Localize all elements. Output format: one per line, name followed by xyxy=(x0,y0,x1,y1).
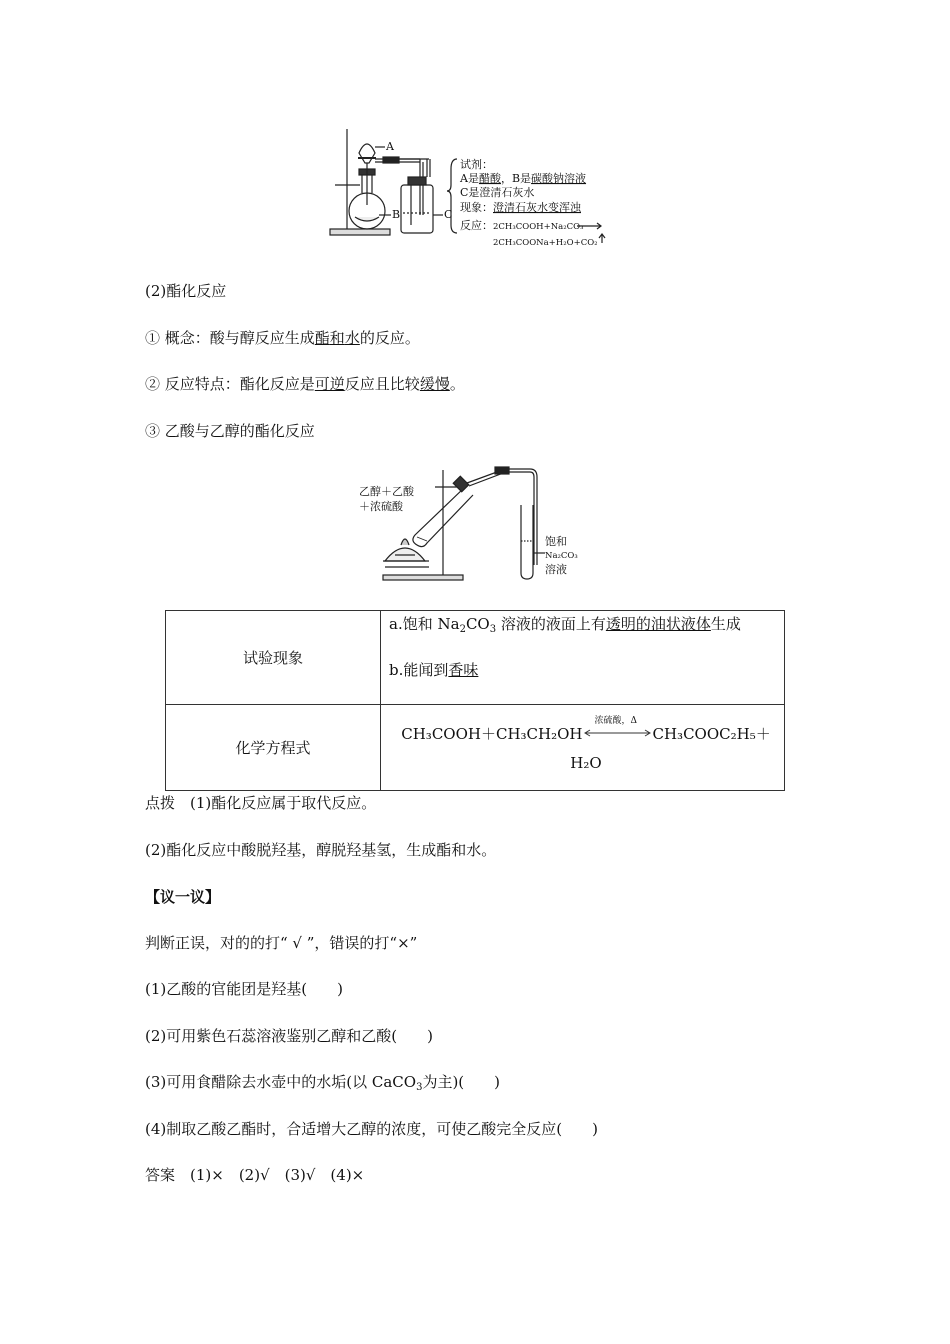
label-sat-3: 溶液 xyxy=(545,563,567,576)
tip1: 点拨 (1)酯化反应属于取代反应。 xyxy=(145,794,377,812)
question-4: (4)制取乙酸乙酯时，合适增大乙醇的浓度，可使乙酸完全反应( ) xyxy=(145,1120,598,1138)
row1-a-underlined: 透明的油状液体 xyxy=(605,615,711,633)
feature-suffix: 。 xyxy=(449,375,465,393)
reagent-a-prefix: A是 xyxy=(460,172,479,185)
reagent-c: 澄清石灰水 xyxy=(479,186,535,199)
table-row xyxy=(166,611,785,705)
row1-a-sub2: 3 xyxy=(489,624,497,635)
row2-equation xyxy=(381,705,785,791)
section-title: (2)酯化反应 xyxy=(145,282,227,300)
reagent-b-prefix: ，B是 xyxy=(500,172,532,185)
question-3 xyxy=(145,1071,500,1093)
concept-prefix: ① 概念：酸与醇反应生成 xyxy=(145,329,315,347)
row1-a-suffix: 生成 xyxy=(710,615,741,633)
reagents-title: 试剂： xyxy=(460,158,493,171)
concept-ester: 酯 xyxy=(314,329,330,347)
double-arrow-icon xyxy=(583,727,653,739)
q3-prefix: (3)可用食醋除去水壶中的水垢(以 CaCO xyxy=(145,1073,417,1091)
reagent-a: 醋酸 xyxy=(478,172,501,185)
label-c: C xyxy=(444,208,453,221)
eq-line2: H₂O xyxy=(570,754,602,772)
discussion-intro: 判断正误，对的的打“ √ ”，错误的打“×” xyxy=(145,934,418,952)
label-a: A xyxy=(386,140,394,153)
row1-a xyxy=(389,613,783,637)
item3-line: ③ 乙酸与乙醇的酯化反应 xyxy=(145,422,315,440)
feature-prefix: ② 反应特点：酯化反应是 xyxy=(145,375,315,393)
equation-line1 xyxy=(389,716,783,744)
concept-water: 水 xyxy=(344,329,360,347)
q3-suffix: 为主)( ) xyxy=(422,1073,501,1091)
reaction-eq1: 2CH₃COOH+Na₂CO₃ xyxy=(493,222,584,232)
row1-b-underlined: 香味 xyxy=(448,661,479,679)
feature-slow: 缓慢 xyxy=(419,375,450,393)
eq-condition: 浓硫酸，Δ xyxy=(594,716,637,726)
experiment-table xyxy=(165,610,785,791)
eq-arrow xyxy=(583,716,653,741)
row1-a-sub1: 2 xyxy=(459,624,466,635)
tip2: (2)酯化反应中酸脱羟基，醇脱羟基氢，生成酯和水。 xyxy=(145,841,497,859)
feature-middle: 反应且比较 xyxy=(344,375,420,393)
reagent-c-prefix: C是 xyxy=(460,186,480,199)
reagent-b: 碳酸钠溶液 xyxy=(531,172,587,185)
label-reagents-1: 乙醇＋乙酸 xyxy=(359,485,414,498)
row2-label: 化学方程式 xyxy=(166,705,381,791)
row1-b-prefix: b.能闻到 xyxy=(389,661,449,679)
reaction-line1 xyxy=(460,218,584,232)
row1-b xyxy=(389,659,783,680)
concept-suffix: 的反应。 xyxy=(359,329,420,347)
reaction-eq2: 2CH₃COONa+H₂O+CO₂ xyxy=(493,238,598,248)
label-b: B xyxy=(392,208,401,221)
label-sat-1: 饱和 xyxy=(545,535,567,548)
eq-right: CH₃COOC₂H₅＋ xyxy=(652,725,771,743)
label-sat-2: Na₂CO₃ xyxy=(545,551,578,561)
concept-line xyxy=(145,327,420,348)
figure-acid-carbonate-apparatus xyxy=(325,125,620,255)
row1-a-mid: 溶液的液面上有 xyxy=(496,615,606,633)
row1-a-co: CO xyxy=(465,615,490,633)
row1-a-prefix: a.饱和 Na xyxy=(389,615,460,633)
reagent-c-line xyxy=(460,185,534,199)
row1-label: 试验现象 xyxy=(166,611,381,705)
eq-left: CH₃COOH＋CH₃CH₂OH xyxy=(401,725,583,743)
concept-and: 和 xyxy=(329,329,345,347)
figure-esterification-apparatus xyxy=(355,465,595,585)
reaction-prefix: 反应： xyxy=(460,219,493,232)
q3-sub: 3 xyxy=(416,1082,423,1093)
phenomenon-line xyxy=(460,200,582,214)
phenomenon: 澄清石灰水变浑浊 xyxy=(493,201,581,214)
discussion-heading: 【议一议】 xyxy=(145,888,221,906)
reagent-ab-line xyxy=(459,171,586,185)
feature-reversible: 可逆 xyxy=(314,375,345,393)
question-1: (1)乙酸的官能团是羟基( ) xyxy=(145,980,343,998)
table-row xyxy=(166,705,785,791)
question-2: (2)可用紫色石蕊溶液鉴别乙醇和乙酸( ) xyxy=(145,1027,433,1045)
row1-content xyxy=(381,611,785,705)
phenomenon-prefix: 现象： xyxy=(460,201,493,214)
answer-line: 答案 (1)× (2)√ (3)√ (4)× xyxy=(145,1166,365,1184)
label-reagents-2: ＋浓硫酸 xyxy=(359,500,403,513)
feature-line xyxy=(145,373,465,394)
